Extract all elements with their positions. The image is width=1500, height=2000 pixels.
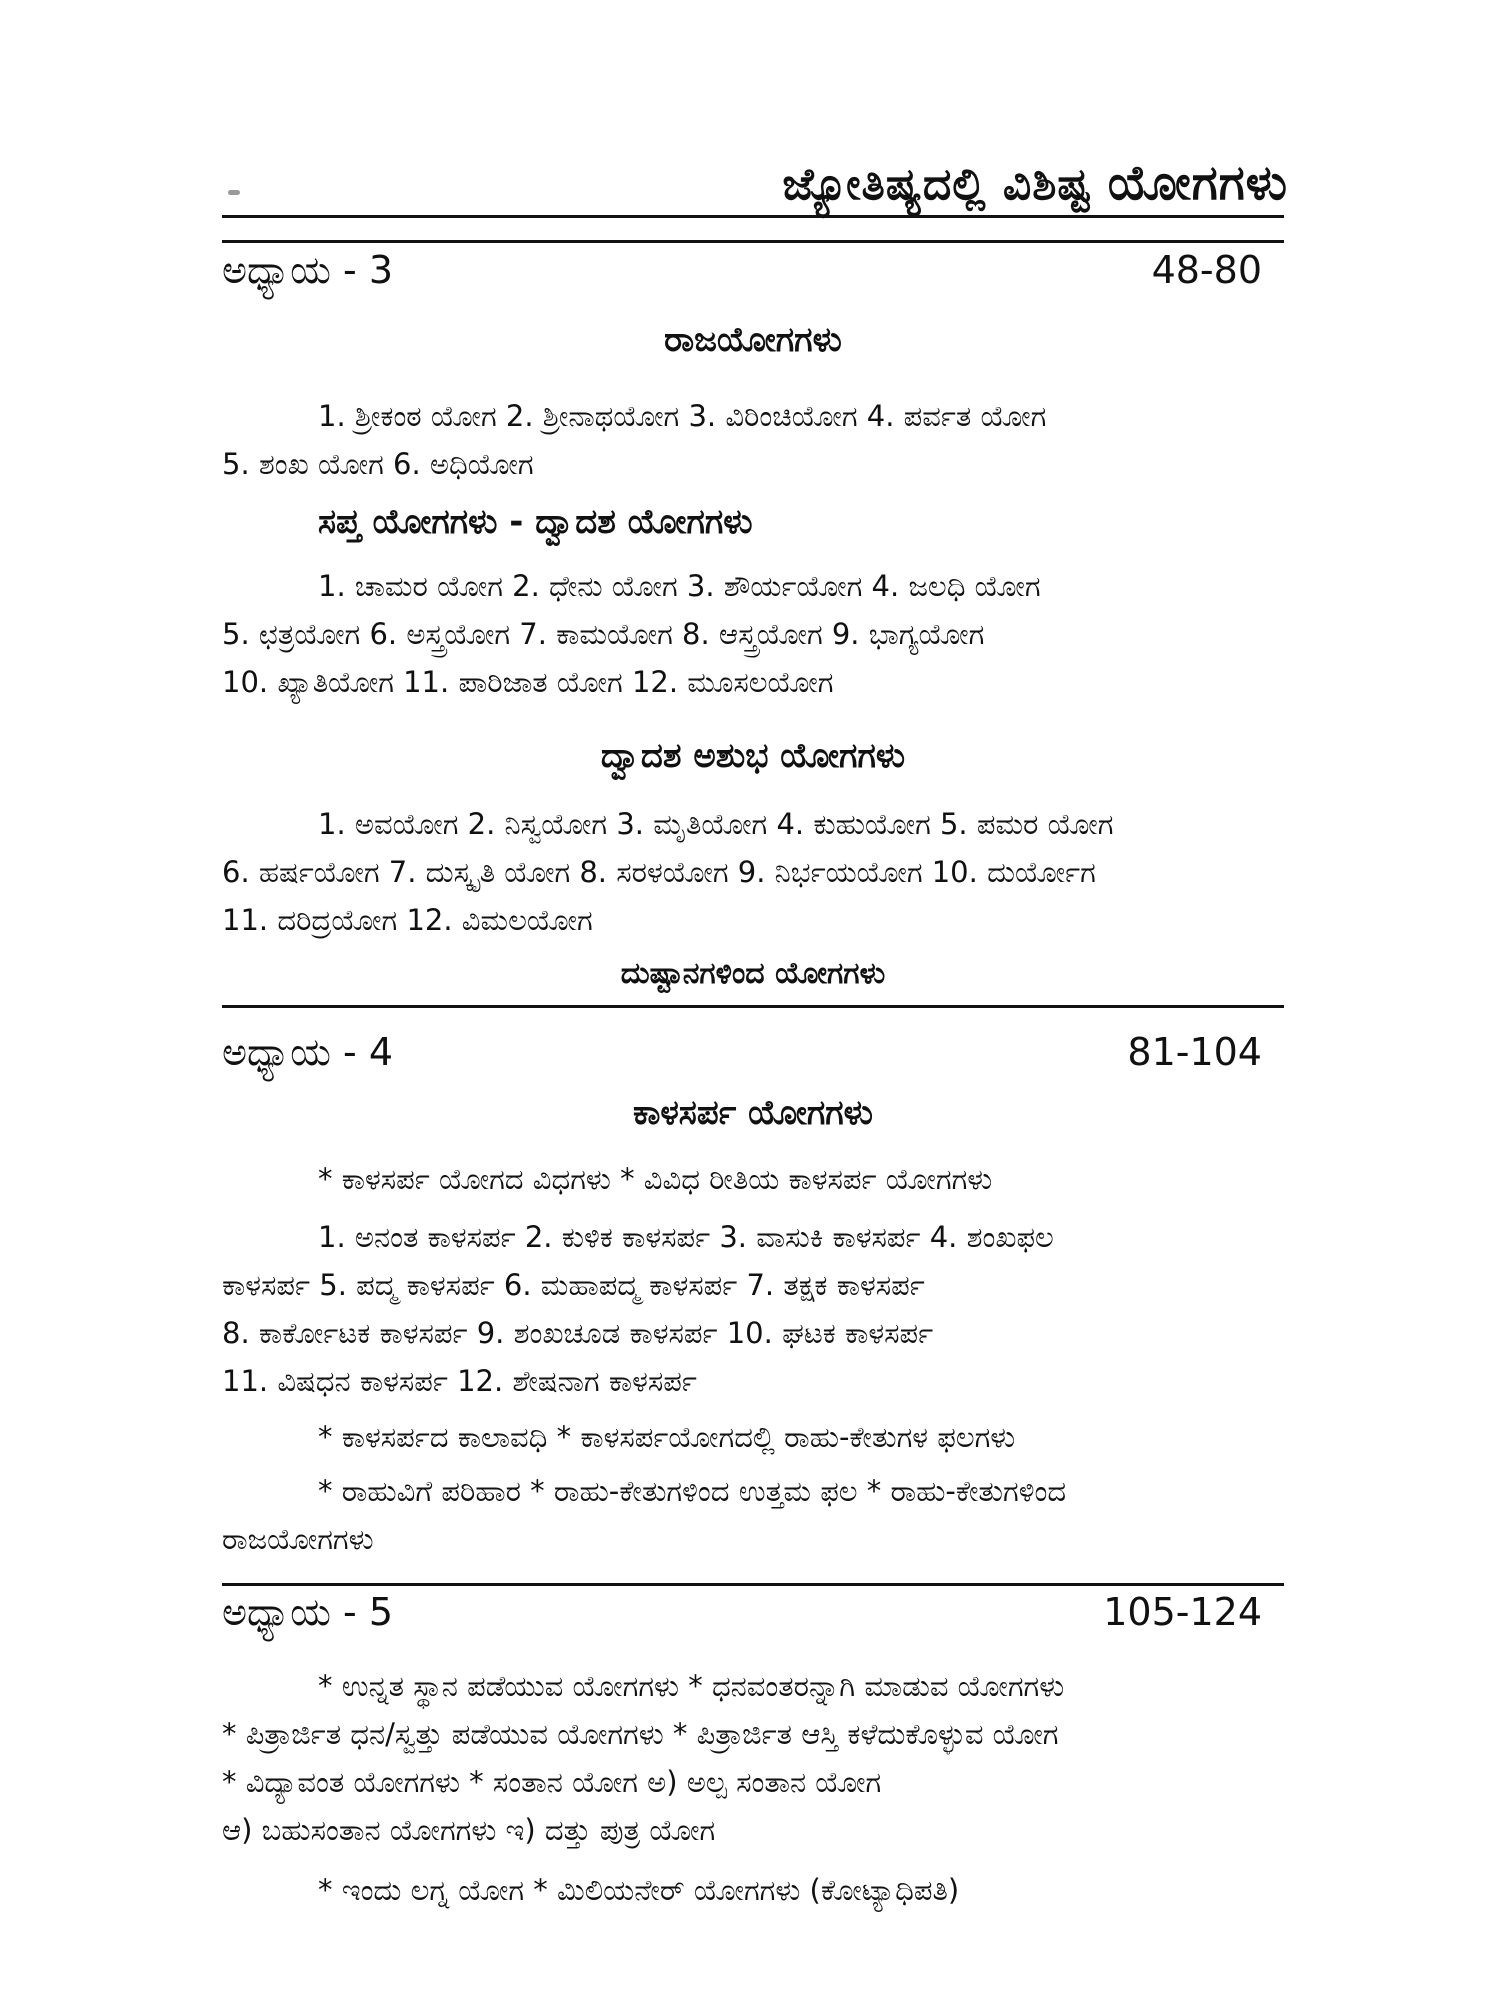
text-line: * ಪಿತ್ರಾರ್ಜಿತ ಧನ/ಸ್ವತ್ತು ಪಡೆಯುವ ಯೋಗಗಳು * ಪಿತ್ರಾರ್ಜಿತ ಆಸ್ತಿ ಕಳೆದುಕೊಳ್ಳುವ ಯೋಗ bbox=[222, 1717, 1059, 1751]
chapter-4-text bbox=[222, 1155, 1284, 1563]
text-line: ರಾಜಯೋಗಗಳು bbox=[222, 1522, 374, 1556]
chapter-4-row bbox=[222, 1030, 1262, 1080]
chapter-3-rule bbox=[222, 240, 1284, 243]
text-line: 8. ಕಾರ್ಕೋಟಕ ಕಾಳಸರ್ಪ 9. ಶಂಖಚೂಡ ಕಾಳಸರ್ಪ 10. ಘಟಕ ಕಾಳಸರ್ಪ bbox=[222, 1316, 934, 1350]
scan-mark bbox=[228, 190, 240, 195]
text-line: 1. ಚಾಮರ ಯೋಗ 2. ಧೇನು ಯೋಗ 3. ಶೌರ್ಯಯೋಗ 4. ಜಲಧಿ ಯೋಗ bbox=[318, 569, 1041, 603]
chapter-4-pages: 81-104 bbox=[1127, 1030, 1262, 1074]
chapter-3-pages: 48-80 bbox=[1151, 248, 1262, 292]
chapter-3-section-3-text bbox=[222, 800, 1284, 944]
chapter-5-label: ಅಧ್ಯಾಯ - 5 bbox=[222, 1590, 393, 1634]
chapter-3-section-2-title: ಸಪ್ತ ಯೋಗಗಳು - ದ್ವಾದಶ ಯೋಗಗಳು bbox=[318, 502, 753, 542]
text-line: * ಇಂದು ಲಗ್ನ ಯೋಗ * ಮಿಲಿಯನೇರ್ ಯೋಗಗಳು (ಕೋಟ್ಯಾಧಿಪತಿ) bbox=[318, 1873, 960, 1907]
chapter-3-section-1-text bbox=[222, 392, 1284, 488]
text-line: 5. ಶಂಖ ಯೋಗ 6. ಅಧಿಯೋಗ bbox=[222, 447, 534, 481]
text-line: 5. ಛತ್ರಯೋಗ 6. ಅಸ್ತ್ರಯೋಗ 7. ಕಾಮಯೋಗ 8. ಆಸ್ತ್ರಯೋಗ 9. ಭಾಗ್ಯಯೋಗ bbox=[222, 617, 985, 651]
text-line: 10. ಖ್ಯಾತಿಯೋಗ 11. ಪಾರಿಜಾತ ಯೋಗ 12. ಮೂಸಲಯೋಗ bbox=[222, 665, 834, 699]
chapter-3-row bbox=[222, 248, 1262, 298]
header-rule bbox=[222, 215, 1284, 218]
text-line: 11. ದರಿದ್ರಯೋಗ 12. ವಿಮಲಯೋಗ bbox=[222, 903, 593, 937]
text-line: 1. ಶ್ರೀಕಂಠ ಯೋಗ 2. ಶ್ರೀನಾಥಯೋಗ 3. ವಿರಿಂಚಿಯೋಗ 4. ಪರ್ವತ ಯೋಗ bbox=[318, 399, 1047, 433]
chapter-3-label: ಅಧ್ಯಾಯ - 3 bbox=[222, 248, 393, 292]
chapter-5-pages: 105-124 bbox=[1103, 1590, 1262, 1634]
header-title-main: ಜ್ಯೋತಿಷ್ಯದಲ್ಲಿ ವಿಶಿಷ್ಟ bbox=[782, 159, 1092, 210]
chapter-3-section-3-title: ದ್ವಾದಶ ಅಶುಭ ಯೋಗಗಳು bbox=[600, 736, 906, 776]
text-line: 11. ವಿಷಧನ ಕಾಳಸರ್ಪ 12. ಶೇಷನಾಗ ಕಾಳಸರ್ಪ bbox=[222, 1364, 697, 1398]
text-line: * ಕಾಳಸರ್ಪದ ಕಾಲಾವಧಿ * ಕಾಳಸರ್ಪಯೋಗದಲ್ಲಿ ರಾಹು-ಕೇತುಗಳ ಫಲಗಳು bbox=[318, 1420, 1016, 1454]
chapter-5-row bbox=[222, 1590, 1262, 1640]
chapter-3-section-4-title: ದುಷ್ಟಾನಗಳಿಂದ ಯೋಗಗಳು bbox=[620, 956, 886, 991]
text-line: 1. ಅವಯೋಗ 2. ನಿಸ್ವಯೋಗ 3. ಮೃತಿಯೋಗ 4. ಕುಹುಯೋಗ 5. ಪಮರ ಯೋಗ bbox=[318, 807, 1114, 841]
chapter-3-section-1-title: ರಾಜಯೋಗಗಳು bbox=[664, 320, 842, 360]
chapter-4-label: ಅಧ್ಯಾಯ - 4 bbox=[222, 1030, 393, 1074]
text-line: * ಉನ್ನತ ಸ್ಥಾನ ಪಡೆಯುವ ಯೋಗಗಳು * ಧನವಂತರನ್ನಾಗಿ ಮಾಡುವ ಯೋಗಗಳು bbox=[318, 1669, 1065, 1703]
text-line: ಕಾಳಸರ್ಪ 5. ಪದ್ಮ ಕಾಳಸರ್ಪ 6. ಮಹಾಪದ್ಮ ಕಾಳಸರ್ಪ 7. ತಕ್ಷಕ ಕಾಳಸರ್ಪ bbox=[222, 1268, 925, 1302]
chapter-3-section-2-text bbox=[222, 562, 1284, 706]
chapter-4-rule bbox=[222, 1005, 1284, 1008]
text-line: * ರಾಹುವಿಗೆ ಪರಿಹಾರ * ರಾಹು-ಕೇತುಗಳಿಂದ ಉತ್ತಮ ಫಲ * ರಾಹು-ಕೇತುಗಳಿಂದ bbox=[318, 1474, 1067, 1508]
chapter-5-text bbox=[222, 1662, 1284, 1914]
text-line: * ಕಾಳಸರ್ಪ ಯೋಗದ ವಿಧಗಳು * ವಿವಿಧ ರೀತಿಯ ಕಾಳಸರ್ಪ ಯೋಗಗಳು bbox=[318, 1162, 993, 1196]
chapter-5-rule bbox=[222, 1583, 1284, 1586]
text-line: * ವಿದ್ಯಾವಂತ ಯೋಗಗಳು * ಸಂತಾನ ಯೋಗ ಅ) ಅಲ್ಪ ಸಂತಾನ ಯೋಗ bbox=[222, 1765, 882, 1799]
text-line: 1. ಅನಂತ ಕಾಳಸರ್ಪ 2. ಕುಳಿಕ ಕಾಳಸರ್ಪ 3. ವಾಸುಕಿ ಕಾಳಸರ್ಪ 4. ಶಂಖಫಲ bbox=[318, 1220, 1054, 1254]
text-line: ಆ) ಬಹುಸಂತಾನ ಯೋಗಗಳು ಇ) ದತ್ತು ಪುತ್ರ ಯೋಗ bbox=[222, 1813, 716, 1847]
text-line: 6. ಹರ್ಷಯೋಗ 7. ದುಸ್ಕೃತಿ ಯೋಗ 8. ಸರಳಯೋಗ 9. ನಿರ್ಭಯಯೋಗ 10. ದುರ್ಯೋಗ bbox=[222, 855, 1096, 889]
chapter-4-section-1-title: ಕಾಳಸರ್ಪ ಯೋಗಗಳು bbox=[633, 1093, 873, 1133]
running-header bbox=[782, 155, 1288, 212]
header-title-emph: ಯೋಗಗಳು bbox=[1107, 155, 1288, 211]
